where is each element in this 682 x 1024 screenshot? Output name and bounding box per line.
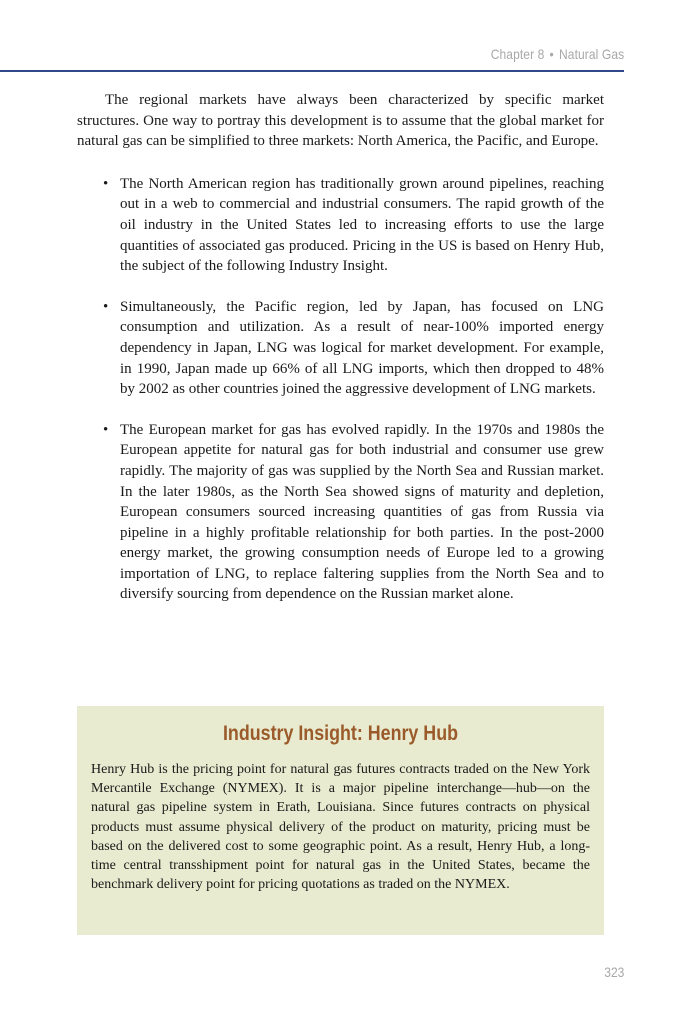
bullet-dot: • xyxy=(103,421,109,438)
section-label: Natural Gas xyxy=(558,46,624,62)
industry-insight-box xyxy=(77,706,604,935)
body-text xyxy=(77,90,604,605)
bullet-item-europe xyxy=(77,420,604,605)
bullet-text: The North American region has traditionally grown around pipelines, reaching out in a web to commercial and industrial consumers. The rapid growth of the oil industry in the United States led to increasing efforts to use the large quantities of associated gas produced. Pricing in the US is based on Henry Hub, the subject of the following Industry Insight. xyxy=(120,175,604,275)
header-rule xyxy=(0,70,624,72)
bullet-item-north-america xyxy=(77,174,604,277)
header-separator: • xyxy=(549,46,554,62)
chapter-label: Chapter 8 xyxy=(490,46,545,62)
bullet-item-pacific xyxy=(77,297,604,400)
bullet-dot: • xyxy=(103,175,109,192)
intro-paragraph: The regional markets have always been characterized by specific market structures. One way to portray this development is to assume that the global market for natural gas can be simplified to three markets: North America, the Pacific, and Europe. xyxy=(77,92,604,150)
insight-title: Industry Insight: Henry Hub xyxy=(222,722,459,745)
running-header xyxy=(491,46,624,62)
bullet-text: The European market for gas has evolved rapidly. In the 1970s and 1980s the European appetite for natural gas for both industrial and consumer use grew rapidly. The majority of gas was supplied by the North Sea and Russian market. In the later 1980s, as the North Sea showed signs of maturity and depletion, European consumers sourced increasing quantities of gas from Russia via pipeline in a highly profitable relationship for both parties. In the post-2000 energy market, the growing consumption needs of Europe led to a growing importation of LNG, to replace faltering supplies from the North Sea and to diversify sourcing from dependence on the Russian market alone. xyxy=(120,421,604,603)
page-number: 323 xyxy=(603,964,624,980)
bullet-list xyxy=(77,174,604,605)
bullet-dot: • xyxy=(103,298,109,315)
insight-body: Henry Hub is the pricing point for natural gas futures contracts traded on the New York Mercantile Exchange (NYMEX). It is a major pipeline interchange—hub—on the natural gas pipeline system in Erath, Louisiana. Since futures contracts on physical products must assume physical delivery of the product on maturity, pricing must be based on the delivered cost to some geographic point. As a result, Henry Hub, a long-time central transshipment point for natural gas in the United States, became the benchmark delivery point for pricing quotations as traded on the NYMEX. xyxy=(91,762,590,893)
bullet-text: Simultaneously, the Pacific region, led by Japan, has focused on LNG consumption and utilization. As a result of near-100% imported energy dependency in Japan, LNG was logical for market development. For example, in 1990, Japan made up 66% of all LNG imports, which then dropped to 48% by 2002 as other countries joined the aggressive development of LNG markets. xyxy=(120,298,604,398)
